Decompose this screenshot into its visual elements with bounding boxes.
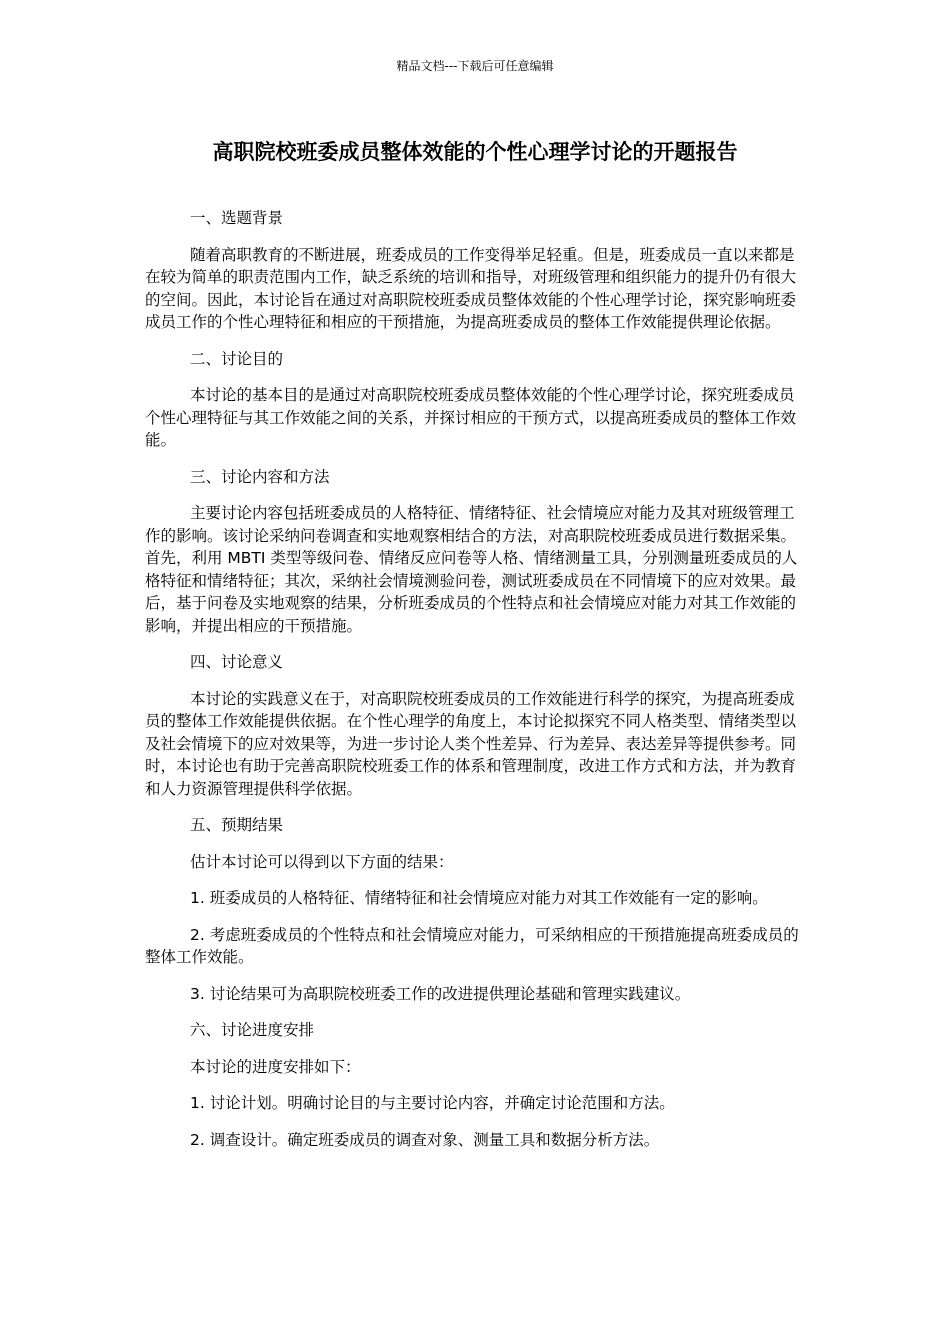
- list-item-result-3: 3. 讨论结果可为高职院校班委工作的改进提供理论基础和管理实践建议。: [190, 984, 691, 1003]
- paragraph-background: 随着高职教育的不断进展，班委成员的工作变得举足轻重。但是，班委成员一直以来都是在较为简单的职责范围内工作，缺乏系统的培训和指导，对班级管理和组织能力的提升仍有很大的空间。因此，本讨论旨在通过对高职院校班委成员整体效能的个性心理学讨论，探究影响班委成员工作的个性心理特征和相应的干预措施，为提高班委成员的整体工作效能提供理论依据。: [145, 245, 797, 331]
- document-title: 高职院校班委成员整体效能的个性心理学讨论的开题报告: [212, 140, 738, 164]
- paragraph-content-method: 主要讨论内容包括班委成员的人格特征、情绪特征、社会情境应对能力及其对班级管理工作的影响。该讨论采纳问卷调查和实地观察相结合的方法，对高职院校班委成员进行数据采集。首先，利用 MBTI 类型等级问卷、情绪反应问卷等人格、情绪测量工具，分别测量班委成员的人格特征和情绪特征；其次，采纳社会情境测验问卷，测试班委成员在不同情境下的应对效果。最后，基于问卷及实地观察的结果，分析班委成员的个性特点和社会情境应对能力对其工作效能的影响，并提出相应的干预措施。: [145, 504, 798, 635]
- list-item-result-2: 2. 考虑班委成员的个性特点和社会情境应对能力，可采纳相应的干预措施提高班委成员的整体工作效能。: [145, 925, 799, 966]
- paragraph-purpose: 本讨论的基本目的是通过对高职院校班委成员整体效能的个性心理学讨论，探究班委成员个性心理特征与其工作效能之间的关系，并探讨相应的干预方式，以提高班委成员的整体工作效能。: [145, 386, 797, 449]
- section-heading-content-method: 三、讨论内容和方法: [190, 467, 330, 486]
- list-item-result-1: 1. 班委成员的人格特征、情绪特征和社会情境应对能力对其工作效能有一定的影响。: [190, 889, 768, 907]
- paragraph-significance: 本讨论的实践意义在于，对高职院校班委成员的工作效能进行科学的探究，为提高班委成员的整体工作效能提供依据。在个性心理学的角度上，本讨论拟探究不同人格类型、情绪类型以及社会情境下的应对效果等，为进一步讨论人类个性差异、行为差异、表达差异等提供参考。同时，本讨论也有助于完善高职院校班委工作的体系和管理制度，改进工作方式和方法，并为教育和人力资源管理提供科学依据。: [145, 689, 797, 798]
- section-heading-expected-results: 五、预期结果: [190, 816, 284, 834]
- document-body: [145, 207, 807, 1165]
- section-heading-background: 一、选题背景: [190, 209, 284, 227]
- list-item-schedule-2: 2. 调查设计。确定班委成员的调查对象、测量工具和数据分析方法。: [190, 1130, 660, 1149]
- list-item-schedule-1: 1. 讨论计划。明确讨论目的与主要讨论内容，并确定讨论范围和方法。: [190, 1094, 675, 1112]
- section-heading-significance: 四、讨论意义: [190, 653, 284, 671]
- page-header: 精品文档---下载后可任意编辑: [396, 59, 554, 73]
- section-heading-purpose: 二、讨论目的: [190, 349, 284, 368]
- paragraph-schedule-intro: 本讨论的进度安排如下：: [190, 1057, 361, 1076]
- paragraph-expected-intro: 估计本讨论可以得到以下方面的结果：: [190, 852, 454, 871]
- section-heading-schedule: 六、讨论进度安排: [190, 1021, 315, 1039]
